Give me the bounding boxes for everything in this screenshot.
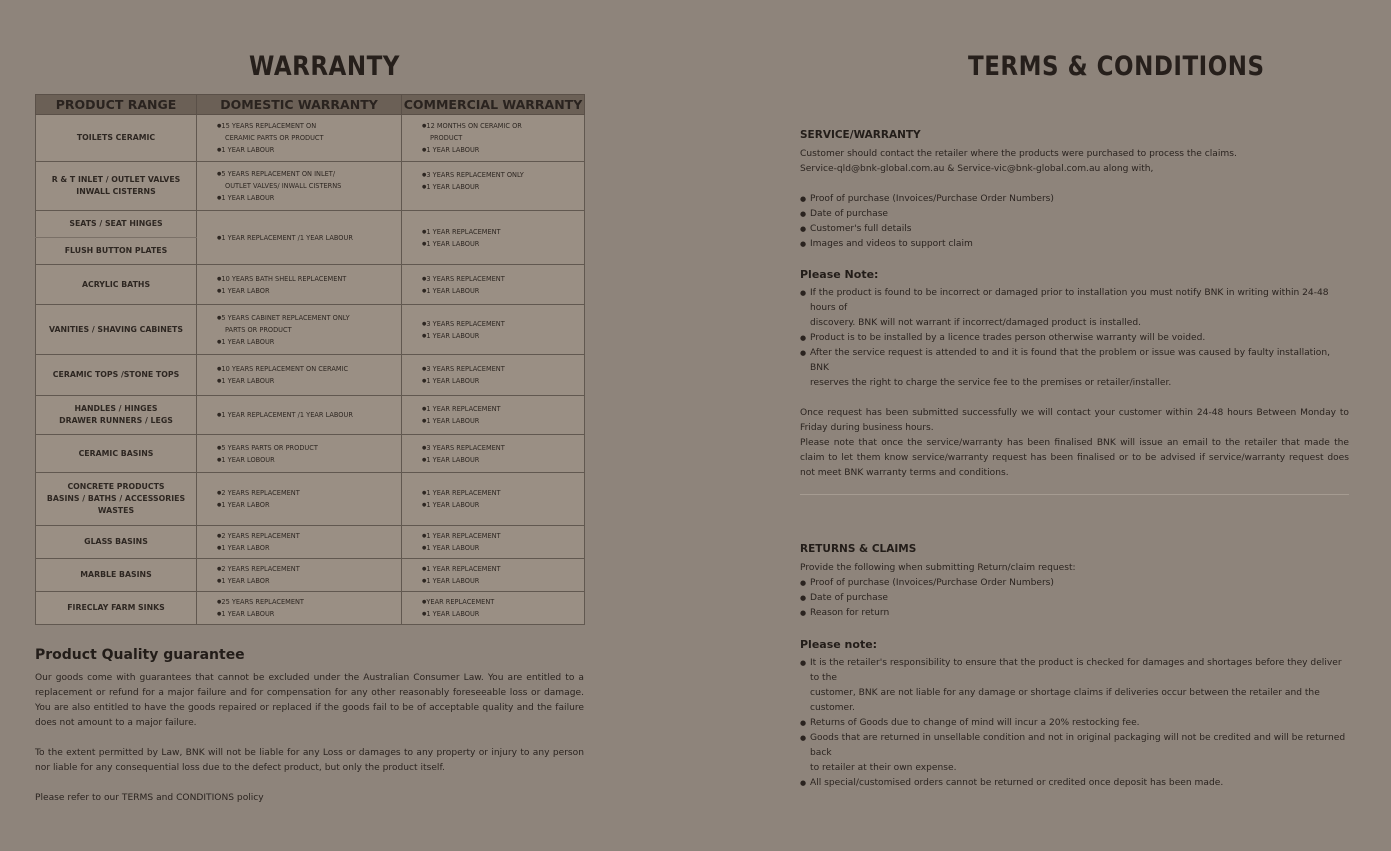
terms-title: TERMS & CONDITIONS [968,52,1265,82]
commercial-cell [402,526,585,559]
warranty-term: ● 3 YEARS REPLACEMENT [422,442,580,454]
domestic-cell [197,162,402,211]
list-item-text: discovery. BNK will not warrant if incorrect/damaged product is installed. [810,318,1142,328]
warranty-term: ● 3 YEARS REPLACEMENT [422,273,580,285]
section-divider [800,494,1349,495]
list-item: ● Images and videos to support claim [800,237,1349,252]
commercial-cell [402,559,585,592]
domestic-cell [197,526,402,559]
product-cell [36,396,197,435]
warranty-term: OUTLET VALVES/ INWALL CISTERNS [225,182,342,190]
product-cell [36,305,197,355]
returns-requirements-list [800,576,1349,621]
warranty-term: ● 1 YEAR LABOUR [422,144,580,156]
table-row [36,115,585,162]
commercial-cell [402,265,585,305]
warranty-term: ● 1 YEAR REPLACEMENT /1 YEAR LABOUR [217,409,397,421]
product-cell [36,435,197,473]
commercial-cell [402,305,585,355]
returns-note-list [800,656,1349,791]
warranty-term: ● 1 YEAR LABOR [217,575,397,587]
warranty-term: ● 1 YEAR LABOUR [217,608,397,620]
domestic-cell [197,592,402,625]
header-domestic-warranty: DOMESTIC WARRANTY [197,95,402,115]
warranty-term: ● 1 YEAR REPLACEMENT [422,226,580,238]
warranty-term: ● 1 YEAR LABOUR [217,336,397,348]
header-product-range: PRODUCT RANGE [36,95,197,115]
product-name: BASINS / BATHS / ACCESSORIES [46,494,186,503]
warranty-term: ● 1 YEAR REPLACEMENT [422,530,580,542]
warranty-term: ● 1 YEAR LOBOUR [217,454,397,466]
product-cell [36,211,197,238]
returns-note-heading: Please note: [800,638,878,651]
warranty-term: ● 1 YEAR LABOUR [422,499,580,511]
domestic-cell [197,396,402,435]
list-item: ● Date of purchase [800,591,1349,606]
service-text: Customer should contact the retailer where the products were purchased to process the claims. [800,149,1237,159]
warranty-term: ● 3 YEARS REPLACEMENT [422,363,580,375]
commercial-cell [402,473,585,526]
warranty-term: ● 10 YEARS REPLACEMENT ON CERAMIC [217,363,397,375]
warranty-term: ● 1 YEAR LABOUR [422,415,580,427]
warranty-term: ● 1 YEAR LABOUR [422,330,580,342]
product-name: FLUSH BUTTON PLATES [64,246,168,255]
list-item: ● Proof of purchase (Invoices/Purchase Order Numbers) [800,576,1349,591]
warranty-term: ● 1 YEAR LABOUR [217,144,397,156]
product-name: TOILETS CERAMIC [76,133,156,142]
warranty-term: ● 5 YEARS CABINET REPLACEMENT ONLY [217,312,397,324]
list-item-text: ● If the product is found to be incorrect or damaged prior to installation you must notify BNK in writing within 24-48 hours of [810,288,1329,313]
refer-terms-paragraph: Please refer to our TERMS and CONDITIONS policy [35,793,264,803]
service-requirements-list [800,192,1349,252]
service-warranty-section [800,129,1349,252]
please-note-list [800,286,1349,391]
warranty-term: ● 3 YEARS REPLACEMENT ONLY [422,169,580,181]
warranty-term: PRODUCT [430,134,463,142]
product-name: SEATS / SEAT HINGES [69,219,163,228]
table-row [36,435,585,473]
warranty-term: ● YEAR REPLACEMENT [422,596,580,608]
domestic-cell [197,115,402,162]
warranty-term: ● 12 MONTHS ON CERAMIC OR [422,120,580,132]
warranty-table [35,94,585,625]
product-cell [36,473,197,526]
table-row [36,162,585,211]
warranty-term: ● 1 YEAR LABOUR [422,181,580,193]
warranty-term: ● 15 YEARS REPLACEMENT ON [217,120,397,132]
header-commercial-warranty: COMMERCIAL WARRANTY [402,95,585,115]
domestic-cell [197,473,402,526]
warranty-term: ● 2 YEARS REPLACEMENT [217,530,397,542]
commercial-cell [402,355,585,396]
product-cell [36,115,197,162]
product-cell [36,592,197,625]
please-note-section [800,268,1349,481]
warranty-term: ● 1 YEAR LABOR [217,542,397,554]
table-row [36,473,585,526]
warranty-term: ● 1 YEAR LABOUR [422,542,580,554]
warranty-term: ● 1 YEAR LABOUR [422,285,580,297]
list-item [800,776,1349,791]
domestic-cell [197,355,402,396]
returns-claims-section [800,543,1349,621]
finalised-paragraph: Please note that once the service/warranty has been finalised BNK will issue an email to the retailer that made the claim to let them know service/warranty request has been finalised or to be advised if service/warranty request does not meet BNK warranty terms and conditions. [800,438,1349,478]
product-cell [36,265,197,305]
product-cell [36,238,197,265]
product-name: WASTES [97,506,135,515]
warranty-term: ● 2 YEARS REPLACEMENT [217,563,397,575]
list-item-text: customer, BNK are not liable for any damage or shortage claims if deliveries occur between the retailer and the customer. [810,688,1320,713]
list-item [800,656,1349,716]
warranty-term: ● 1 YEAR LABOR [217,285,397,297]
product-cell [36,559,197,592]
warranty-term: ● 1 YEAR REPLACEMENT [422,403,580,415]
warranty-term: ● 1 YEAR REPLACEMENT [422,487,580,499]
commercial-cell [402,115,585,162]
domestic-cell [197,559,402,592]
list-item-text: reserves the right to charge the service fee to the premises or retailer/installer. [810,378,1172,388]
list-item-text: ● All special/customised orders cannot be returned or credited once deposit has been made. [810,778,1224,788]
warranty-title: WARRANTY [249,52,400,82]
warranty-term: PARTS OR PRODUCT [225,325,292,334]
table-row [36,211,585,238]
service-emails: Service-qld@bnk-global.com.au & Service-vic@bnk-global.com.au along with, [800,164,1154,174]
warranty-term: ● 1 YEAR LABOUR [422,375,580,387]
product-name: CERAMIC BASINS [78,448,154,458]
list-item-text: ● Goods that are returned in unsellable condition and not in original packaging will not be credited and will be returned back [810,733,1346,758]
returns-intro: Provide the following when submitting Return/claim request: [800,563,1076,573]
warranty-term: ● 5 YEARS REPLACEMENT ON INLET/ [217,168,397,180]
product-name: DRAWER RUNNERS / LEGS [59,416,173,425]
product-cell [36,162,197,211]
warranty-term: ● 3 YEARS REPLACEMENT [422,318,580,330]
list-item [800,286,1349,331]
list-item [800,716,1349,731]
service-warranty-heading: SERVICE/WARRANTY [800,129,921,141]
table-row [36,305,585,355]
warranty-term: ● 25 YEARS REPLACEMENT [217,596,397,608]
list-item: ● Proof of purchase (Invoices/Purchase Order Numbers) [800,192,1349,207]
list-item: ● Customer's full details [800,222,1349,237]
commercial-cell [402,162,585,211]
warranty-term: CERAMIC PARTS OR PRODUCT [225,134,324,142]
warranty-term: ● 1 YEAR LABOUR [422,454,580,466]
domestic-cell [197,265,402,305]
product-quality-heading: Product Quality guarantee [35,647,245,663]
commercial-cell [402,435,585,473]
warranty-term: ● 1 YEAR LABOR [217,499,397,511]
table-row [36,559,585,592]
product-name: HANDLES / HINGES [74,404,158,413]
table-row [36,592,585,625]
warranty-term: ● 1 YEAR LABOUR [217,192,397,204]
commercial-cell [402,211,585,265]
product-name: R & T INLET / OUTLET VALVES [51,175,181,184]
product-name: INWALL CISTERNS [76,187,156,196]
table-row [36,265,585,305]
returns-note-section [800,638,1349,791]
quality-paragraph: Our goods come with guarantees that cannot be excluded under the Australian Consumer Law. You are entitled to a replacement or refund for a major failure and for compensation for any other reasonably foreseeable loss or damage. You are also entitled to have the goods repaired or replaced if the goods fail to be of acceptable quality and the failure does not amount to a major failure. [35,673,584,728]
domestic-cell [197,211,402,265]
domestic-cell [197,305,402,355]
product-name: VANITIES / SHAVING CABINETS [48,324,183,334]
commercial-cell [402,592,585,625]
warranty-term: ● 1 YEAR REPLACEMENT [422,563,580,575]
table-row [36,396,585,435]
table-row [36,355,585,396]
warranty-term: ● 1 YEAR LABOUR [422,575,580,587]
product-cell [36,355,197,396]
table-row [36,526,585,559]
warranty-term: ● 5 YEARS PARTS OR PRODUCT [217,442,397,454]
liability-paragraph: To the extent permitted by Law, BNK will not be liable for any Loss or damages to any property or injury to any person nor liable for any consequential loss due to the defect product, but only the product itself. [35,748,584,773]
product-name: MARBLE BASINS [80,570,152,579]
commercial-cell [402,396,585,435]
product-name: CONCRETE PRODUCTS [67,482,165,491]
warranty-term: ● 1 YEAR LABOUR [422,238,580,250]
table-header-row [36,95,585,115]
product-name: ACRYLIC BATHS [81,279,151,289]
list-item-text: ● After the service request is attended to and it is found that the problem or issue was caused by faulty installation, BNK [810,348,1330,373]
product-name: CERAMIC TOPS /STONE TOPS [52,370,180,379]
warranty-term: ● 1 YEAR REPLACEMENT /1 YEAR LABOUR [217,232,397,244]
product-cell [36,526,197,559]
domestic-cell [197,435,402,473]
returns-claims-heading: RETURNS & CLAIMS [800,543,917,555]
warranty-term: ● 1 YEAR LABOUR [422,608,580,620]
warranty-term: ● 1 YEAR LABOUR [217,375,397,387]
product-name: FIRECLAY FARM SINKS [67,603,165,612]
warranty-term: ● 2 YEARS REPLACEMENT [217,487,397,499]
list-item-text: to retailer at their own expense. [810,763,957,773]
list-item [800,346,1349,391]
contact-timing-paragraph: Once request has been submitted successfully we will contact your customer within 24-48 hours Between Monday to Friday during business hours. [800,408,1349,433]
list-item: ● Date of purchase [800,207,1349,222]
warranty-term: ● 10 YEARS BATH SHELL REPLACEMENT [217,273,397,285]
list-item [800,731,1349,776]
please-note-heading: Please Note: [800,268,879,281]
list-item [800,331,1349,346]
list-item-text: ● Product is to be installed by a licence trades person otherwise warranty will be voided. [810,333,1206,343]
product-name: GLASS BASINS [84,537,148,546]
list-item-text: ● Returns of Goods due to change of mind will incur a 20% restocking fee. [810,718,1140,728]
list-item: ● Reason for return [800,606,1349,621]
list-item-text: ● It is the retailer's responsibility to ensure that the product is checked for damages and shortages before they deliver to the [810,658,1342,683]
